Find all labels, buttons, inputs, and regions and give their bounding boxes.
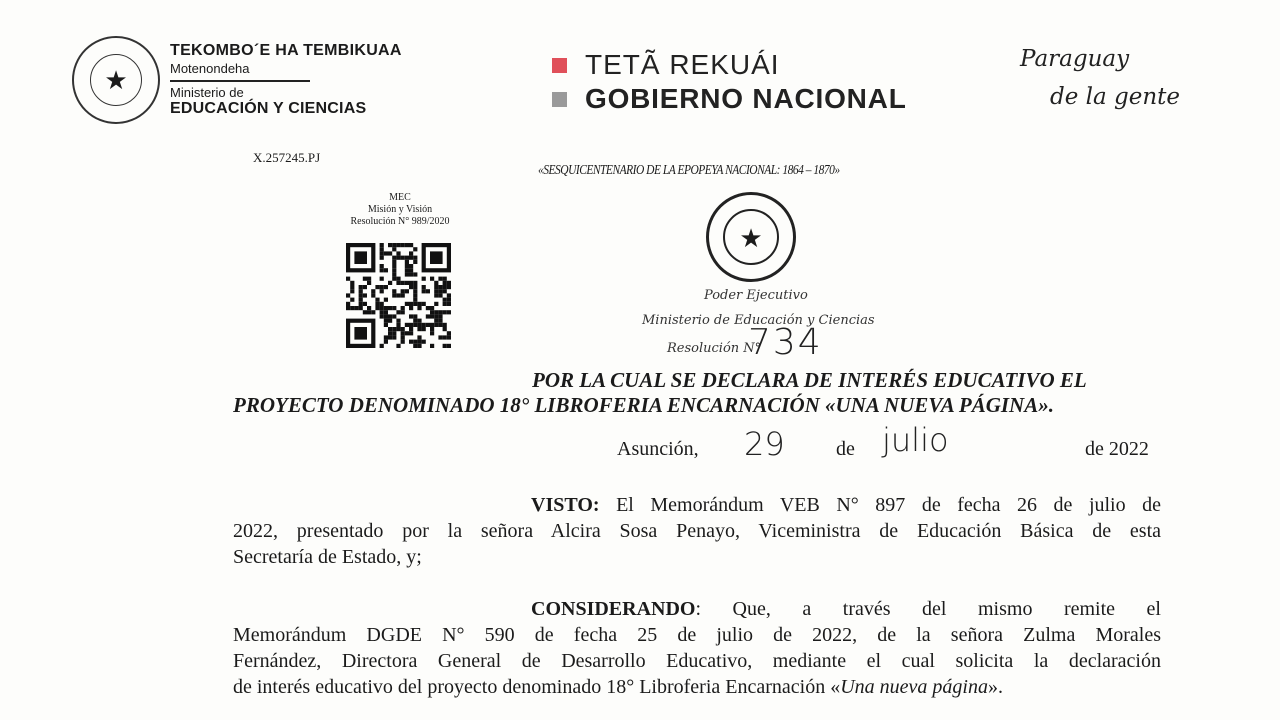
institution-line4: EDUCACIÓN Y CIENCIAS — [170, 99, 367, 117]
executive-seal: ★ — [706, 192, 796, 282]
gov-line1: TETÃ REKUÁI — [585, 49, 780, 80]
date-de: de — [836, 438, 855, 460]
considerando-line3: Fernández, Directora General de Desarrollo Educativo, mediante el cual solicita la declaración — [233, 650, 1161, 672]
considerando-paragraph — [233, 596, 1161, 700]
considerando-line2: Memorándum DGDE N° 590 de fecha 25 de julio de 2022, de la señora Zulma Morales — [233, 624, 1161, 646]
slogan-logo — [1020, 40, 1180, 116]
seal-line2: Ministerio de Educación y Ciencias — [642, 313, 875, 328]
visto-paragraph — [233, 492, 1161, 570]
institution-line1: TEKOMBO´E HA TEMBIKUAA — [170, 42, 402, 59]
resolution-number: 734 — [748, 322, 823, 363]
qr-caption-line1: MEC — [389, 192, 411, 203]
date-year: de 2022 — [1085, 438, 1149, 460]
government-logo — [552, 48, 907, 116]
visto-line1: El Memorándum VEB N° 897 de fecha 26 de julio de — [616, 494, 1162, 516]
title-line1: POR LA CUAL SE DECLARA DE INTERÉS EDUCATIVO EL — [532, 368, 1087, 392]
considerando-line1: : Que, a través del mismo remite el — [695, 598, 1161, 620]
considerando-line4c: ». — [987, 676, 1003, 698]
sesquicentenario-motto: «SESQUICENTENARIO DE LA EPOPEYA NACIONAL: 1864 – 1870» — [538, 163, 840, 178]
date-month: julio — [882, 421, 949, 459]
coat-of-arms-logo: ★ — [72, 36, 160, 124]
seal-line3: Resolución N° — [667, 341, 762, 356]
document-reference: X.257245.PJ — [253, 150, 321, 165]
slogan-line1: Paraguay — [1020, 46, 1130, 72]
visto-line3: Secretaría de Estado, y; — [233, 546, 422, 568]
slogan-line2: de la gente — [1050, 84, 1181, 110]
institution-line2: Motenondeha — [170, 61, 250, 76]
title-line2: PROYECTO DENOMINADO 18° LIBROFERIA ENCARNACIÓN «UNA NUEVA PÁGINA». — [233, 393, 1054, 417]
divider — [170, 80, 310, 82]
considerando-line4a: de interés educativo del proyecto denominado 18° Libroferia Encarnación « — [233, 676, 841, 698]
seal-line1: Poder Ejecutivo — [704, 288, 808, 303]
red-square-icon — [552, 58, 567, 73]
visto-line2: 2022, presentado por la señora Alcira Sosa Penayo, Viceministra de Educación Básica de esta — [233, 520, 1161, 542]
considerando-line4b: Una nueva página — [840, 676, 988, 698]
qr-caption-line3: Resolución N° 989/2020 — [350, 216, 450, 227]
qr-code[interactable] — [346, 243, 452, 355]
qr-caption — [330, 192, 470, 228]
considerando-label: CONSIDERANDO — [531, 598, 696, 620]
ministry-block — [170, 42, 402, 118]
date-day: 29 — [744, 425, 785, 463]
gray-square-icon — [552, 92, 567, 107]
institution-line3: Ministerio de — [170, 84, 244, 100]
visto-label: VISTO: — [531, 494, 600, 516]
qr-caption-line2: Misión y Visión — [367, 204, 433, 215]
gov-line2: GOBIERNO NACIONAL — [585, 83, 907, 114]
date-city: Asunción, — [617, 438, 699, 460]
